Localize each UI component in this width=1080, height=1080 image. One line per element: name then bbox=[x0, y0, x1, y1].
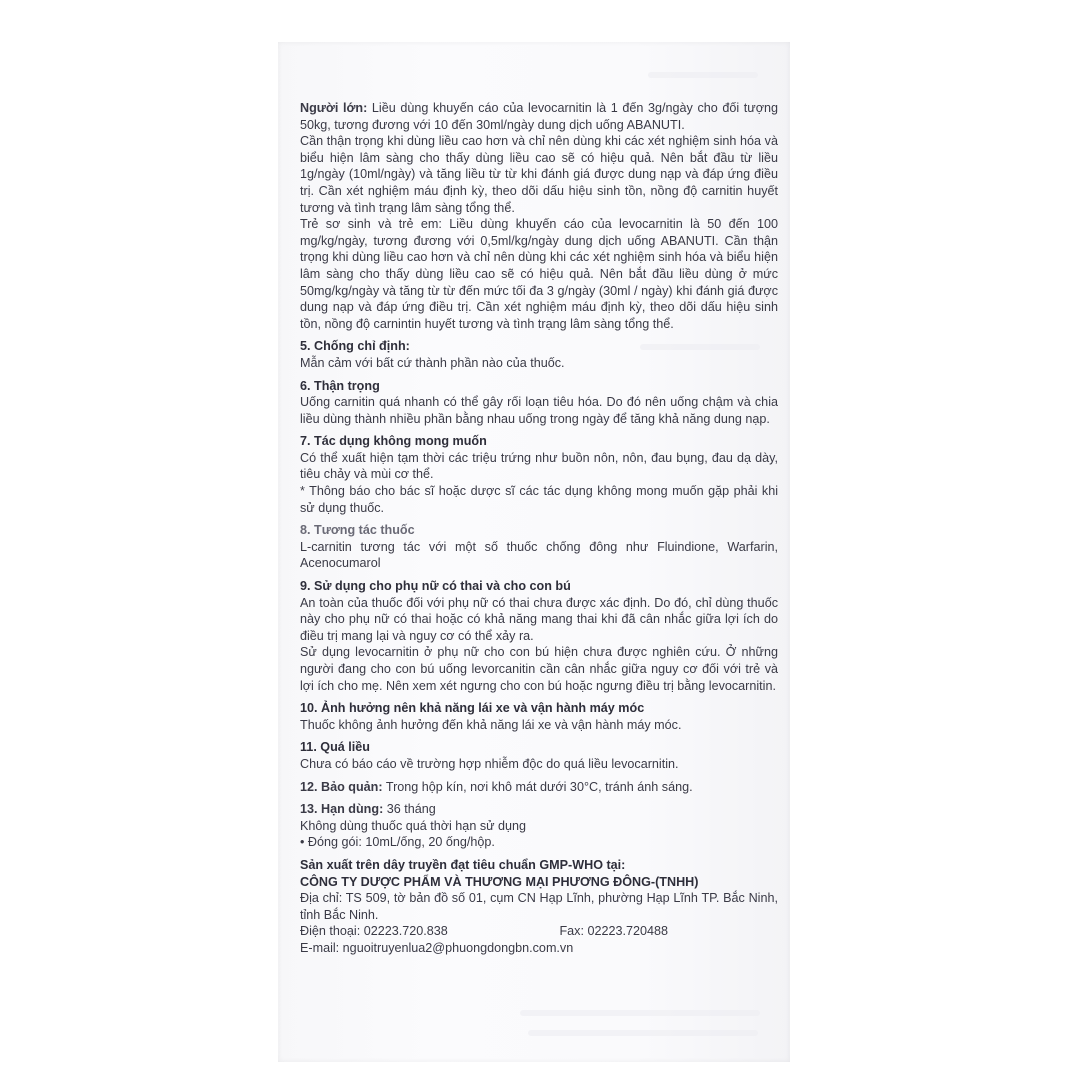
section-title: 8. Tương tác thuốc bbox=[300, 523, 415, 538]
company-name: CÔNG TY DƯỢC PHẨM VÀ THƯƠNG MẠI PHƯƠNG ĐÔNG-(TNHH) bbox=[300, 874, 699, 889]
section-title: 6. Thận trọng bbox=[300, 378, 380, 393]
section-title: 13. Hạn dùng: bbox=[300, 802, 384, 817]
section-text: Trong hộp kín, nơi khô mát dưới 30°C, tránh ánh sáng. bbox=[382, 779, 693, 794]
leaflet-text bbox=[300, 100, 778, 957]
section-text: An toàn của thuốc đối với phụ nữ có thai chưa được xác định. Do đó, chỉ dùng thuốc này cho phụ nữ có thai hoặc có khả năng mang thai khi đã cân nhắc giữa lợi ích do điều trị mang lại và nguy cơ có thể xảy ra. bbox=[300, 595, 778, 643]
adult-dosage bbox=[300, 100, 778, 133]
section-overdose bbox=[300, 739, 778, 772]
section-note: * Thông báo cho bác sĩ hoặc dược sĩ các tác dụng không mong muốn gặp phải khi sử dụng thuốc. bbox=[300, 484, 778, 515]
section-title: 11. Quá liều bbox=[300, 740, 370, 755]
section-text: Thuốc không ảnh hưởng đến khả năng lái xe và vận hành máy móc. bbox=[300, 717, 682, 732]
packaging-text: • Đóng gói: 10mL/ống, 20 ống/hộp. bbox=[300, 835, 495, 850]
company-email: E-mail: nguoitruyenlua2@phuongdongbn.com.vn bbox=[300, 940, 574, 955]
manufacturer-block bbox=[300, 857, 778, 957]
bleed-through-mark bbox=[528, 1030, 758, 1036]
adult-dosage-text: Liều dùng khuyến cáo của levocarnitin là 1 đến 3g/ngày cho đối tượng 50kg, tương đương với 10 đến 30ml/ngày dung dịch uống ABANUTI. bbox=[300, 101, 778, 132]
section-storage bbox=[300, 779, 778, 796]
section-shelf-life bbox=[300, 801, 778, 851]
shelf-life-line bbox=[300, 801, 778, 818]
bleed-through-mark bbox=[520, 1010, 760, 1016]
section-text: Uống carnitin quá nhanh có thể gây rối loạn tiêu hóa. Do đó nên uống chậm và chia liều dùng thành nhiều phần bằng nhau uống trong ngày để tăng khả năng dung nạp. bbox=[300, 395, 778, 426]
section-text: Mẫn cảm với bất cứ thành phần nào của thuốc. bbox=[300, 355, 565, 370]
section-title: 7. Tác dụng không mong muốn bbox=[300, 434, 487, 449]
children-dosage: Trẻ sơ sinh và trẻ em: Liều dùng khuyến cáo của levocarnitin là 50 đến 100 mg/kg/ngày, tương đương với 0,5ml/kg/ngày dung dịch uống ABANUTI. Cần thận trọng khi dùng liều cao hơn và chỉ nên dùng khi các xét nghiệm sinh hóa và biểu hiện lâm sàng cho thấy dùng liều cao sẽ có hiệu quả. Nên bắt đầu liều dùng ở mức 50mg/kg/ngày và tăng từ từ đến mức tối đa 3 g/ngày (30ml / ngày) khi đánh giá được dung nạp và đáp ứng điều trị. Cần xét nghiệm máu định kỳ, theo dõi dấu hiệu sinh tồn, nồng độ carnintin huyết tương và tình trạng lâm sàng tổng thể. bbox=[300, 217, 778, 331]
section-side-effects bbox=[300, 433, 778, 516]
section-interactions bbox=[300, 522, 778, 572]
section-text: Không dùng thuốc quá thời hạn sử dụng bbox=[300, 818, 527, 833]
section-pregnancy bbox=[300, 578, 778, 694]
adult-caution: Cần thận trọng khi dùng liều cao hơn và chỉ nên dùng khi các xét nghiệm sinh hóa và biểu hiện lâm sàng cho thấy dùng liều cao sẽ có hiệu quả. Nên bắt đầu từ liều 1g/ngày (10ml/ngày) và tăng liều từ từ khi đánh giá được dung nạp và đáp ứng điều trị. Cần xét nghiệm máu định kỳ, theo dõi dấu hiệu sinh tồn, nồng độ carnitin huyết tương và tình trạng lâm sàng tổng thể. bbox=[300, 134, 778, 215]
section-title: 9. Sử dụng cho phụ nữ có thai và cho con bú bbox=[300, 579, 571, 594]
section-title: 10. Ảnh hưởng nên khả năng lái xe và vận hành máy móc bbox=[300, 701, 645, 716]
manufacturer-heading: Sản xuất trên dây truyền đạt tiêu chuẩn GMP-WHO tại: bbox=[300, 857, 626, 872]
company-address: Địa chỉ: TS 509, tờ bản đồ số 01, cụm CN Hạp Lĩnh, phường Hạp Lĩnh TP. Bắc Ninh, tỉnh Bắc Ninh. bbox=[300, 891, 778, 922]
section-text: Sử dụng levocarnitin ở phụ nữ cho con bú hiện chưa được nghiên cứu. Ở những người đang cho con bú uống levorcanitin cần cân nhắc giữa nguy cơ đối với trẻ và lợi ích cho mẹ. Nên xem xét ngưng cho con bú hoặc ngưng điều trị bằng levocarnitin. bbox=[300, 645, 778, 693]
section-text: L-carnitin tương tác với một số thuốc chống đông như Fluindione, Warfarin, Acenocumarol bbox=[300, 539, 778, 571]
section-precautions bbox=[300, 378, 778, 428]
contact-row bbox=[300, 923, 778, 940]
section-driving bbox=[300, 700, 778, 733]
section-text: Có thể xuất hiện tạm thời các triệu trứng như buồn nôn, nôn, đau bụng, đau dạ dày, tiêu chảy và mùi cơ thể. bbox=[300, 450, 778, 482]
section-title: 5. Chống chỉ định: bbox=[300, 339, 410, 354]
section-title: 12. Bảo quản: bbox=[300, 779, 383, 794]
company-fax: Fax: 02223.720488 bbox=[559, 924, 668, 939]
section-text: Chưa có báo cáo về trường hợp nhiễm độc do quá liều levocarnitin. bbox=[300, 756, 679, 771]
bleed-through-mark bbox=[648, 72, 758, 78]
shelf-life-value: 36 tháng bbox=[383, 802, 436, 817]
storage-line bbox=[300, 779, 778, 796]
company-phone: Điện thoại: 02223.720.838 bbox=[300, 924, 448, 939]
section-contraindications bbox=[300, 338, 778, 371]
adult-label: Người lớn: bbox=[300, 101, 368, 115]
